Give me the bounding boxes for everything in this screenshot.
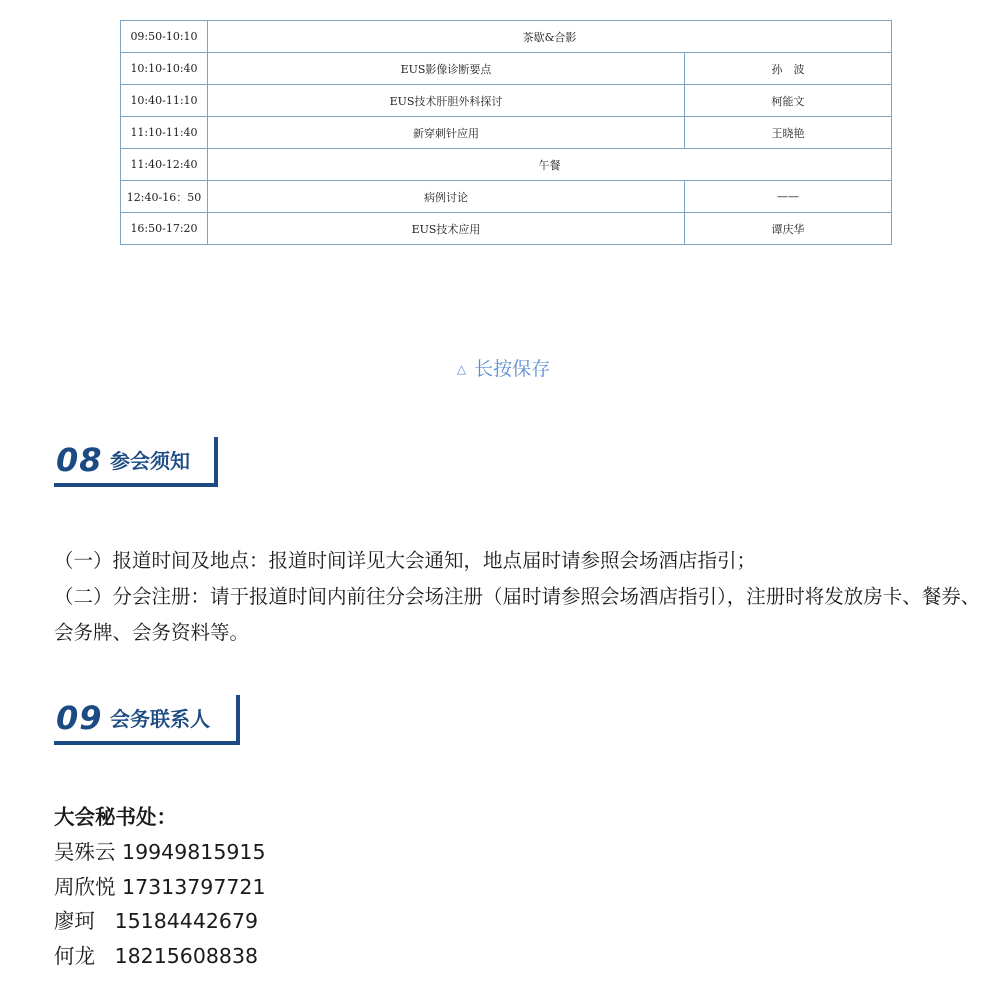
schedule-row [121, 85, 892, 117]
contact-name: 廖珂 [54, 909, 95, 934]
section-number: 08 [56, 441, 103, 479]
schedule-time: 10:10-10:40 [121, 53, 208, 85]
triangle-icon: △ [456, 362, 467, 376]
contact-phone[interactable]: 17313797721 [122, 874, 266, 899]
contact-list [54, 800, 654, 974]
contact-heading: 大会秘书处： [54, 805, 177, 829]
contact-name: 周欣悦 [54, 874, 116, 899]
schedule-speaker: 谭庆华 [685, 213, 892, 245]
notice-paragraph: （一）报道时间及地点：报道时间详见大会通知，地点届时请参照会场酒店指引； [54, 549, 757, 572]
schedule-time: 09:50-10:10 [121, 21, 208, 53]
schedule-row [121, 213, 892, 245]
schedule-row [121, 149, 892, 181]
section-title: 参会须知 [110, 449, 190, 473]
section-number: 09 [56, 699, 103, 737]
contact-phone[interactable]: 15184442679 [114, 909, 259, 934]
schedule-speaker: 孙 波 [685, 53, 892, 85]
schedule-row [121, 21, 892, 53]
schedule-table [120, 20, 892, 245]
contact-row [54, 904, 654, 939]
schedule-row [121, 181, 892, 213]
notice-text [54, 543, 984, 651]
save-hint[interactable] [0, 357, 1007, 381]
section-title: 会务联系人 [110, 707, 210, 731]
schedule-time: 16:50-17:20 [121, 213, 208, 245]
schedule-time: 11:10-11:40 [121, 117, 208, 149]
save-hint-label: 长按保存 [474, 358, 551, 380]
schedule-topic: 新穿刺针应用 [208, 117, 685, 149]
contact-name: 何龙 [54, 944, 95, 969]
contact-row [54, 835, 654, 870]
schedule-time: 12:40-16：50 [121, 181, 208, 213]
schedule-time: 10:40-11:10 [121, 85, 208, 117]
notice-paragraph: （二）分会注册：请于报道时间内前往分会场注册（届时请参照会场酒店指引），注册时将发放房卡、餐券、会务牌、会务资料等。 [54, 585, 981, 644]
schedule-time: 11:40-12:40 [121, 149, 208, 181]
schedule-speaker: 王晓艳 [685, 117, 892, 149]
schedule-speaker: —— [685, 181, 892, 213]
contact-name: 吴殊云 [54, 839, 116, 864]
schedule-row [121, 53, 892, 85]
schedule-speaker: 柯能文 [685, 85, 892, 117]
contact-phone[interactable]: 18215608838 [114, 944, 259, 969]
schedule-topic: 病例讨论 [208, 181, 685, 213]
schedule-topic: 午餐 [208, 149, 892, 181]
contact-phone[interactable]: 19949815915 [122, 839, 266, 864]
schedule-topic: 茶歇&合影 [208, 21, 892, 53]
schedule-topic: EUS技术肝胆外科探讨 [208, 85, 685, 117]
schedule-topic: EUS影像诊断要点 [208, 53, 685, 85]
schedule-row [121, 117, 892, 149]
contact-row [54, 939, 654, 974]
contact-row [54, 870, 654, 905]
schedule-topic: EUS技术应用 [208, 213, 685, 245]
